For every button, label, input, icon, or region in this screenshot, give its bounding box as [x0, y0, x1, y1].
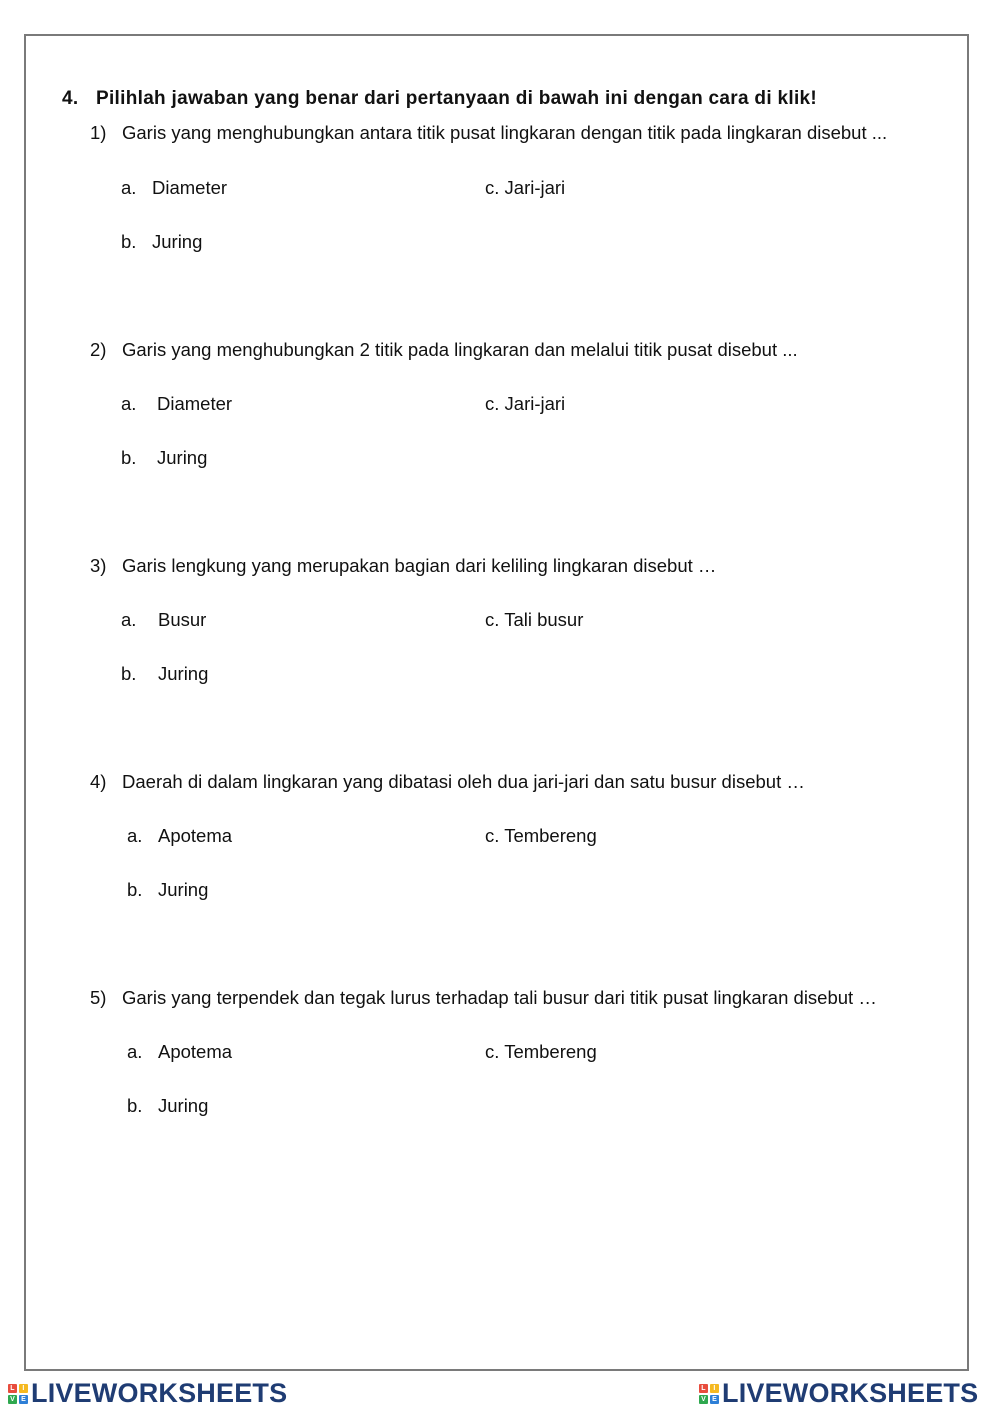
section-title: Pilihlah jawaban yang benar dari pertanyaan di bawah ini dengan cara di klik! — [96, 88, 818, 109]
question-number: 1) — [90, 122, 107, 143]
option-letter: a. — [121, 393, 137, 414]
question-text: Daerah di dalam lingkaran yang dibatasi oleh dua jari-jari dan satu busur disebut … — [122, 771, 805, 792]
option-text: Juring — [157, 447, 208, 468]
liveworksheets-logo-icon — [8, 1384, 28, 1404]
option-letter: b. — [127, 1095, 143, 1116]
footer-logo-right — [699, 1378, 978, 1409]
option-letter: b. — [121, 663, 137, 684]
question-text: Garis lengkung yang merupakan bagian dari keliling lingkaran disebut … — [122, 555, 717, 576]
brand-name: LIVEWORKSHEETS — [722, 1378, 979, 1408]
q2-option-b[interactable] — [121, 447, 207, 469]
question-text: Garis yang terpendek dan tegak lurus terhadap tali busur dari titik pusat lingkaran disebut … — [122, 987, 877, 1008]
q5-option-c[interactable]: c. Tembereng — [485, 1041, 597, 1062]
question-number: 4) — [90, 771, 107, 792]
option-text: Apotema — [158, 825, 233, 846]
option-letter: b. — [121, 231, 137, 252]
option-letter: b. — [121, 447, 137, 468]
option-text: Apotema — [158, 1041, 233, 1062]
question-4 — [90, 771, 805, 793]
question-number: 3) — [90, 555, 107, 576]
option-text: Diameter — [152, 177, 228, 198]
logo-cell: I — [710, 1384, 719, 1393]
option-letter: b. — [127, 879, 143, 900]
logo-cell: V — [8, 1395, 17, 1404]
option-text: Juring — [152, 231, 203, 252]
brand-name: LIVEWORKSHEETS — [31, 1378, 288, 1408]
q1-option-b[interactable] — [121, 231, 202, 253]
option-letter: a. — [127, 1041, 143, 1062]
question-text: Garis yang menghubungkan 2 titik pada lingkaran dan melalui titik pusat disebut ... — [122, 339, 798, 360]
logo-cell: E — [710, 1395, 719, 1404]
logo-cell: L — [699, 1384, 708, 1393]
option-text: Diameter — [157, 393, 233, 414]
logo-cell: V — [699, 1395, 708, 1404]
question-text: Garis yang menghubungkan antara titik pusat lingkaran dengan titik pada lingkaran disebut ... — [122, 122, 888, 143]
question-number: 2) — [90, 339, 107, 360]
q1-option-a[interactable] — [121, 177, 227, 199]
q1-option-c[interactable]: c. Jari-jari — [485, 177, 566, 198]
question-5 — [90, 987, 877, 1009]
section-number: 4. — [62, 88, 79, 109]
q3-option-c[interactable]: c. Tali busur — [485, 609, 584, 630]
logo-cell: I — [19, 1384, 28, 1393]
q3-option-a[interactable] — [121, 609, 206, 631]
q4-option-a[interactable] — [127, 825, 232, 847]
q4-option-c[interactable]: c. Tembereng — [485, 825, 597, 846]
option-letter: a. — [121, 609, 137, 630]
footer-logo-left — [8, 1378, 287, 1409]
logo-cell: L — [8, 1384, 17, 1393]
question-2 — [90, 339, 798, 361]
question-1 — [90, 122, 887, 144]
option-letter: a. — [121, 177, 137, 198]
question-3 — [90, 555, 716, 577]
option-letter: a. — [127, 825, 143, 846]
option-text: Juring — [158, 879, 209, 900]
liveworksheets-logo-icon — [699, 1384, 719, 1404]
section-heading — [62, 88, 817, 110]
option-text: Juring — [158, 1095, 209, 1116]
q5-option-b[interactable] — [127, 1095, 208, 1117]
q4-option-b[interactable] — [127, 879, 208, 901]
q5-option-a[interactable] — [127, 1041, 232, 1063]
logo-cell: E — [19, 1395, 28, 1404]
question-number: 5) — [90, 987, 107, 1008]
option-text: Juring — [158, 663, 209, 684]
q2-option-a[interactable] — [121, 393, 232, 415]
q2-option-c[interactable]: c. Jari-jari — [485, 393, 566, 414]
q3-option-b[interactable] — [121, 663, 208, 685]
option-text: Busur — [158, 609, 207, 630]
